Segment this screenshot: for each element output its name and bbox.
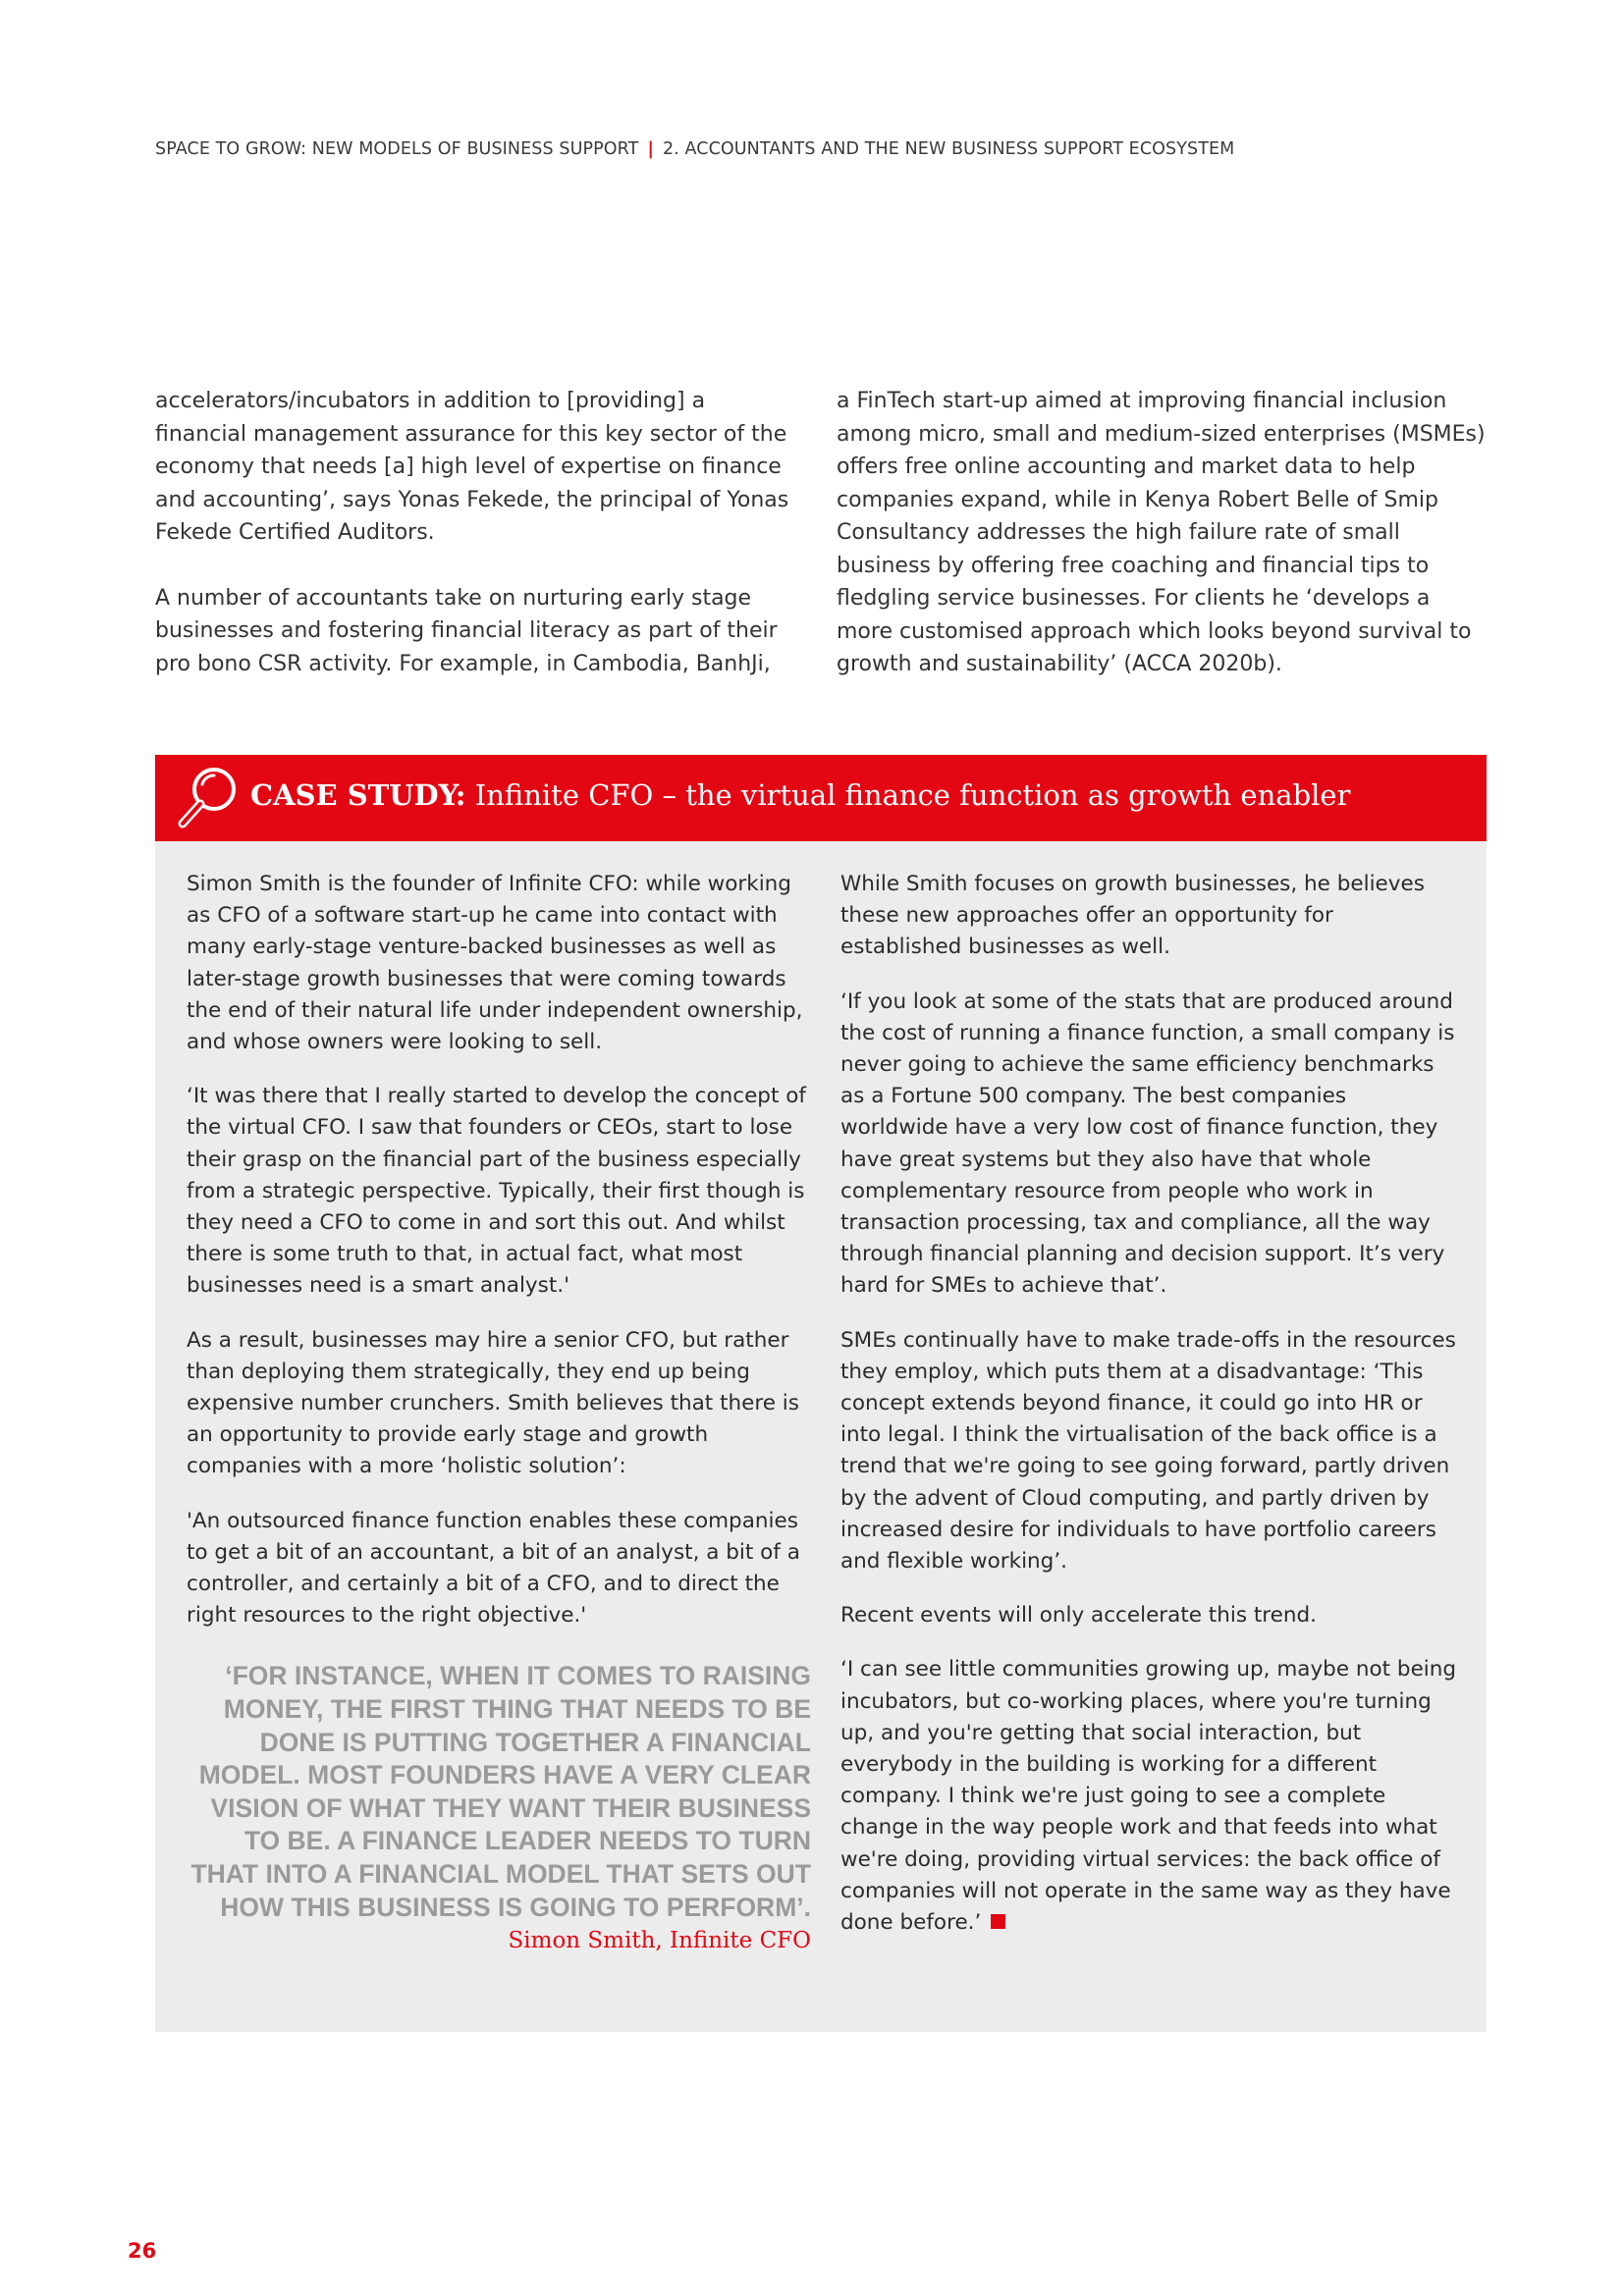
pull-quote bbox=[187, 1660, 811, 1953]
case-study-column-left bbox=[187, 869, 811, 1953]
case-study-title bbox=[250, 778, 1350, 812]
case-study-paragraph: ‘If you look at some of the stats that are produced around the cost of running a finance function, a small company is never going to achieve the same efficiency benchmarks as a Fortune 500 company. The best companies worldwide have a very low cost of finance function, they have great systems but they also have that whole complementary resource from people who work in transaction processing, tax and compliance, all the way through financial planning and decision support. It’s very hard for SMEs to achieve that’. bbox=[840, 988, 1455, 1299]
running-header-separator: | bbox=[647, 139, 654, 159]
intro-paragraph: a FinTech start-up aimed at improving financial inclusion among micro, small and medium-sized enterprises (MSMEs) offers free online accounting and market data to help companies expand, while in Kenya Robert Belle of Smip Consultancy addresses the high failure rate of small business by offering free coaching and financial tips to fledgling service businesses. For clients he ‘develops a more customised approach which looks beyond survival to growth and sustainability’ (ACCA 2020b). bbox=[837, 389, 1486, 676]
case-study-banner bbox=[155, 755, 1487, 841]
end-of-article-mark bbox=[991, 1914, 1005, 1929]
intro-column-left bbox=[155, 385, 803, 713]
case-study-paragraph: SMEs continually have to make trade-offs in the resources they employ, which puts them at a disadvantage: ‘This concept extends beyond finance, it could go into HR or into legal. I think the virtualisation of the back office is a trend that we're going to see going forward, partly driven by the advent of Cloud computing, and partly driven by increased desire for individuals to have portfolio careers and flexible working’. bbox=[840, 1327, 1456, 1575]
running-header bbox=[155, 139, 1490, 159]
intro-column-right bbox=[837, 385, 1490, 714]
running-header-publication: SPACE TO GROW: NEW MODELS OF BUSINESS SUPPORT bbox=[155, 139, 639, 159]
case-study-paragraph: ‘It was there that I really started to develop the concept of the virtual CFO. I saw that founders or CEOs, start to lose their grasp on the financial part of the business especially from a strategic perspective. Typically, their first though is they need a CFO to come in and sort this out. And whilst there is some truth to that, in actual fact, what most businesses need is a smart analyst.' bbox=[187, 1084, 806, 1299]
page-number: 26 bbox=[128, 2239, 157, 2263]
running-header-chapter: 2. ACCOUNTANTS AND THE NEW BUSINESS SUPPORT ECOSYSTEM bbox=[662, 139, 1235, 159]
case-study-paragraph-last bbox=[840, 1654, 1459, 1939]
case-study-paragraph: Recent events will only accelerate this trend. bbox=[840, 1603, 1318, 1629]
intro-paragraph: accelerators/incubators in addition to [providing] a financial management assurance for this key sector of the economy that needs [a] high level of expertise on finance and accounting’, says Yonas Fekede, the principal of Yonas Fekede Certified Auditors. bbox=[155, 389, 789, 545]
case-study-paragraph: Simon Smith is the founder of Infinite CFO: while working as CFO of a software start-up he came into contact with many early-stage venture-backed businesses as well as later-stage growth businesses that were coming towards the end of their natural life under independent ownership, and whose owners were looking to sell. bbox=[187, 872, 803, 1055]
case-study-column-right bbox=[840, 869, 1459, 1961]
intro-paragraph: A number of accountants take on nurturing early stage businesses and fostering financial literacy as part of their pro bono CSR activity. For example, in Cambodia, BanhJi, bbox=[155, 585, 778, 676]
case-study-paragraph: As a result, businesses may hire a senior CFO, but rather than deploying them strategically, they end up being expensive number crunchers. Smith believes that there is an opportunity to provide early stage and growth companies with a more ‘holistic solution’: bbox=[187, 1327, 799, 1479]
pull-quote-text: ‘FOR INSTANCE, WHEN IT COMES TO RAISING MONEY, THE FIRST THING THAT NEEDS TO BE DONE IS PUTTING TOGETHER A FINANCIAL MODEL. MOST FOUNDERS HAVE A VERY CLEAR VISION OF WHAT THEY WANT THEIR BUSINESS TO BE. A FINANCE LEADER NEEDS TO TURN THAT INTO A FINANCIAL MODEL THAT SETS OUT HOW THIS BUSINESS IS GOING TO PERFORM’. bbox=[190, 1661, 811, 1922]
case-study-paragraph: While Smith focuses on growth businesses, he believes these new approaches offer an opportunity for established businesses as well. bbox=[840, 872, 1425, 960]
case-study-label: CASE STUDY: bbox=[250, 778, 466, 812]
pull-quote-attribution: Simon Smith, Infinite CFO bbox=[508, 1928, 811, 1954]
case-study-final-text: ‘I can see little communities growing up, maybe not being incubators, but co-working places, where you're turning up, and you're getting that social interaction, but everybody in the building is working for a different company. I think we're just going to see a complete change in the way people work and that feeds into what we're doing, providing virtual services: the back office of companies will not operate in the same way as they have done before.’ bbox=[840, 1657, 1457, 1936]
case-study-body bbox=[155, 841, 1487, 2032]
magnifying-glass-icon bbox=[175, 763, 242, 833]
case-study-title-text: Infinite CFO – the virtual finance function as growth enabler bbox=[474, 778, 1351, 812]
case-study-paragraph: 'An outsourced finance function enables these companies to get a bit of an accountant, a bit of an analyst, a bit of a controller, and certainly a bit of a CFO, and to direct the right resources to the right objective.' bbox=[187, 1508, 800, 1629]
